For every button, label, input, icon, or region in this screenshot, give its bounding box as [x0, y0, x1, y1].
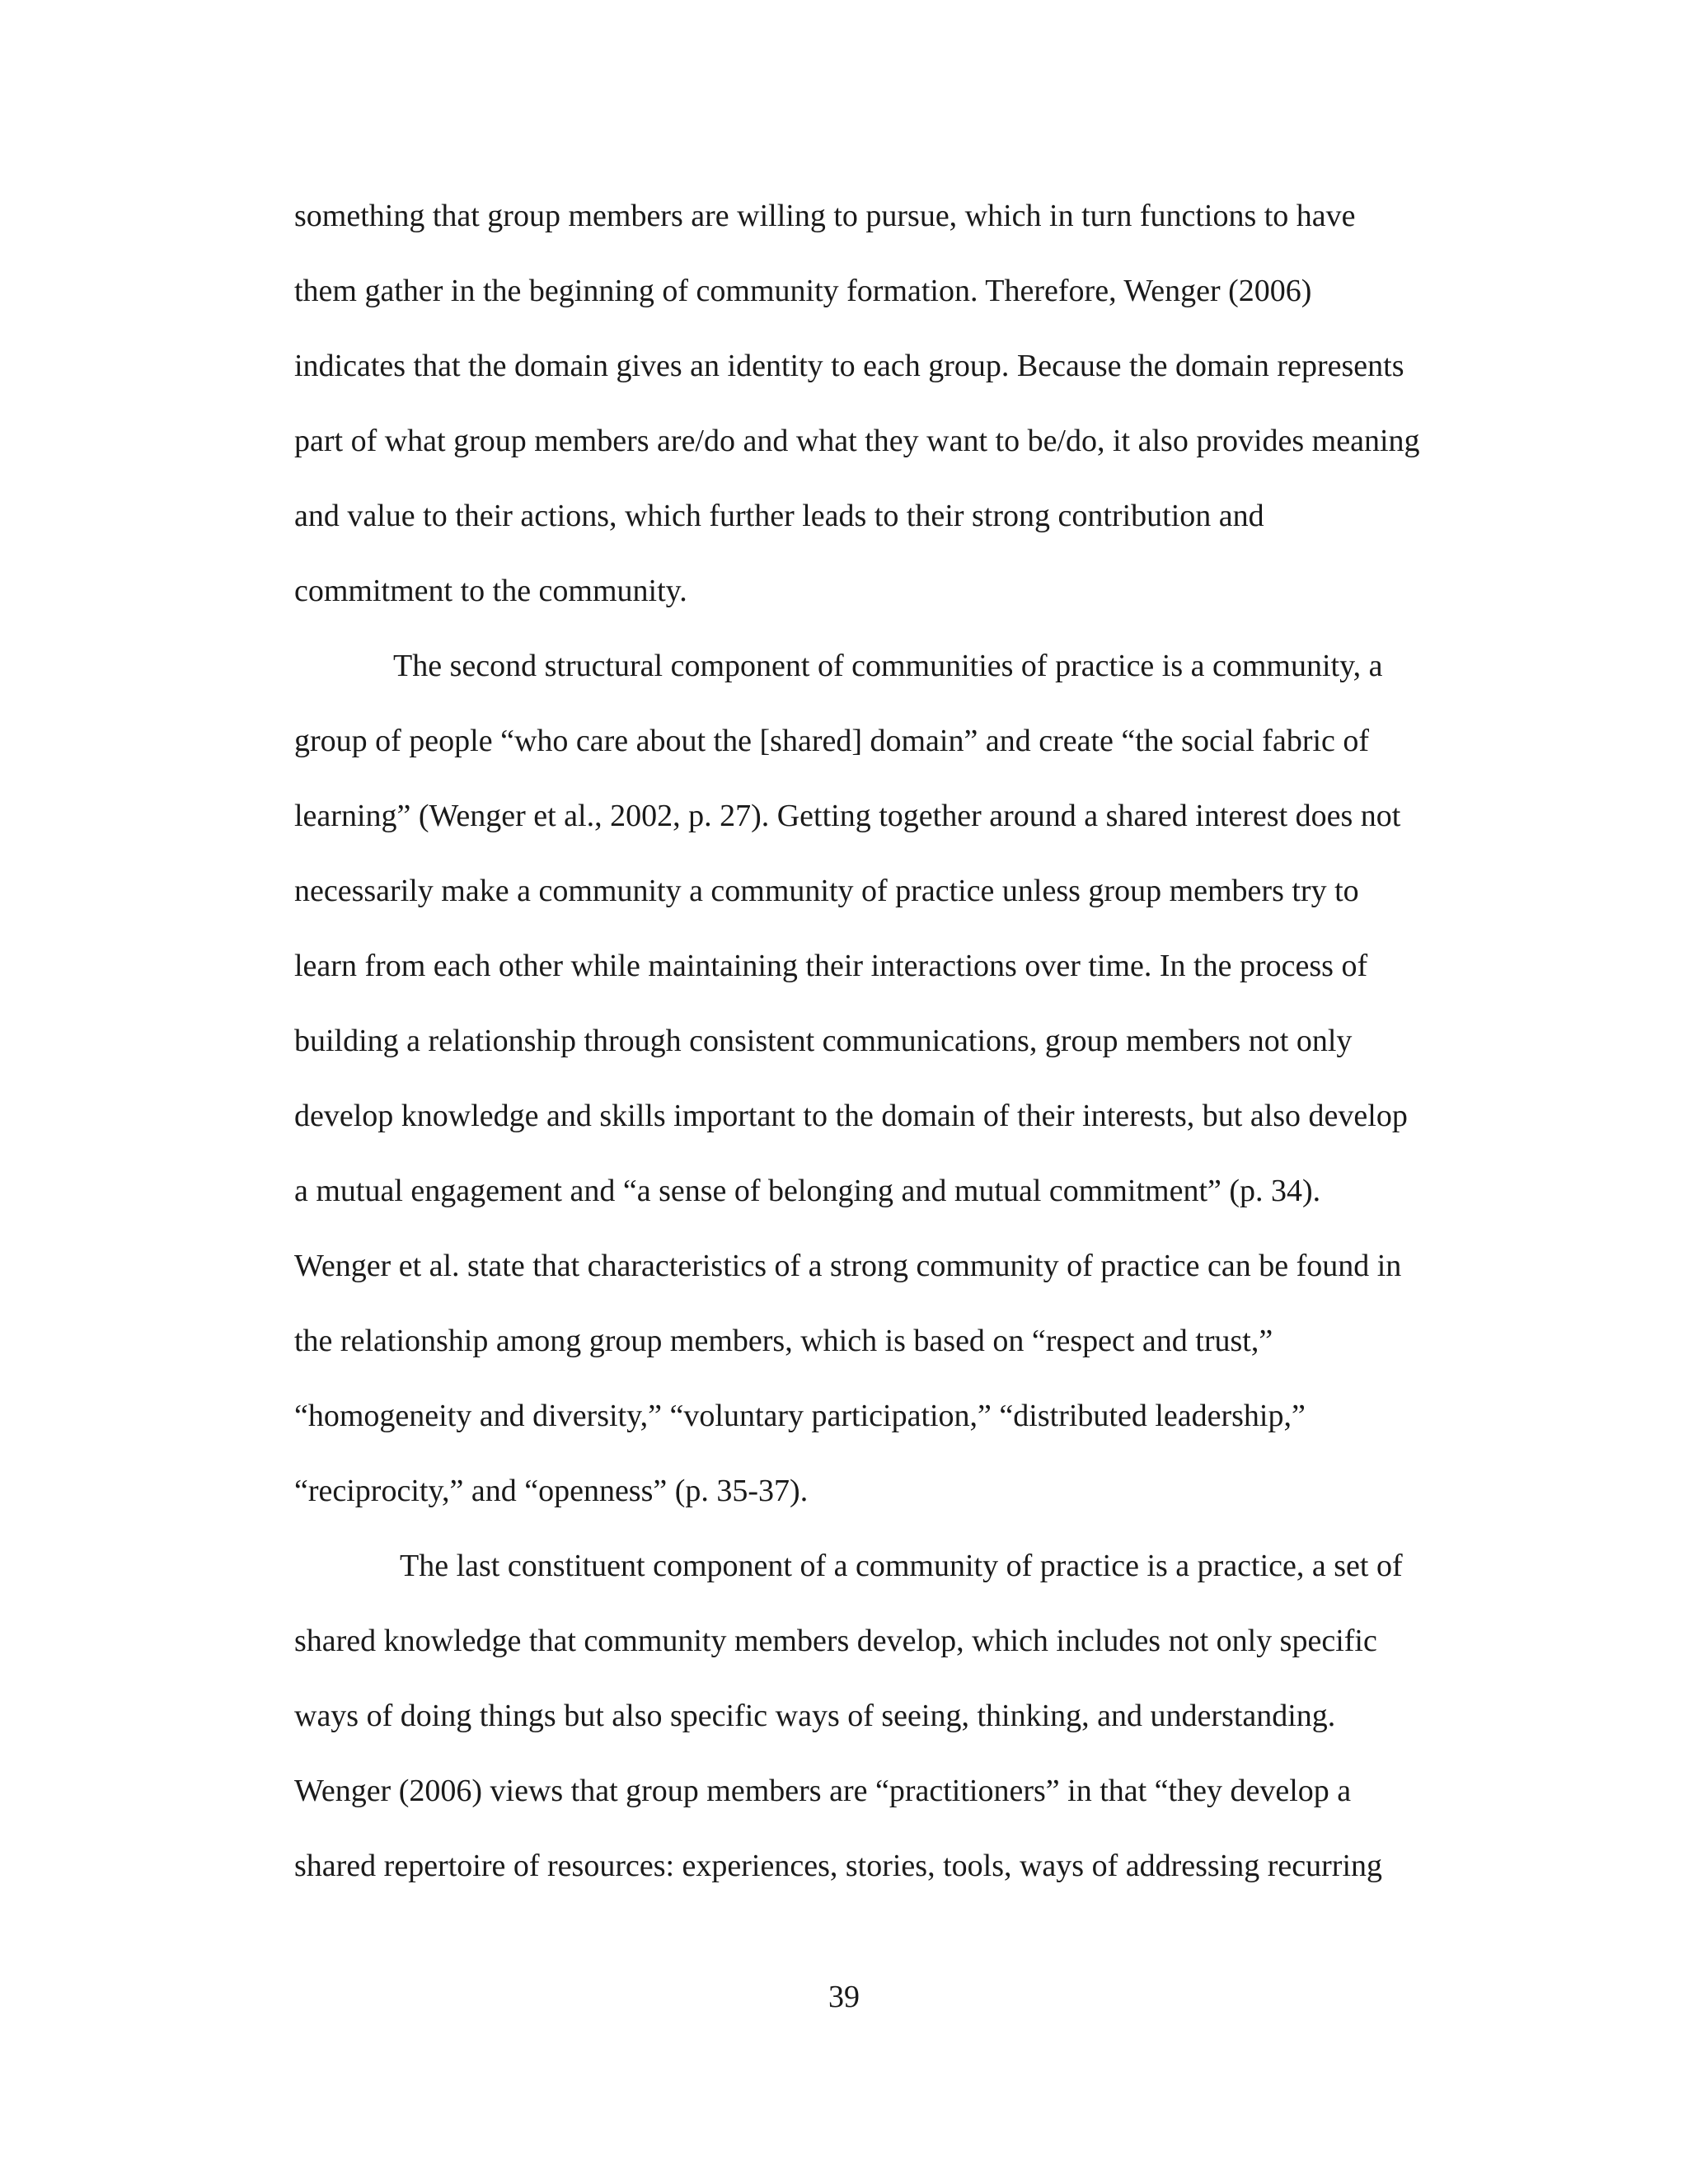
text-line: shared knowledge that community members develop, which includes not only specific: [294, 1624, 1377, 1658]
text-line: the relationship among group members, which is based on “respect and trust,”: [294, 1324, 1273, 1358]
text-line: part of what group members are/do and what they want to be/do, it also provides meaning: [294, 424, 1420, 458]
page-number: 39: [828, 1980, 860, 2014]
paragraph-first-line: The second structural component of communities of practice is a community, a: [393, 649, 1383, 683]
text-line: learning” (Wenger et al., 2002, p. 27). Getting together around a shared interest does not: [294, 799, 1401, 833]
text-line: Wenger (2006) views that group members are “practitioners” in that “they develop a: [294, 1774, 1352, 1808]
text-line: them gather in the beginning of community formation. Therefore, Wenger (2006): [294, 274, 1312, 308]
text-line: and value to their actions, which further leads to their strong contribution and: [294, 499, 1264, 533]
paragraph-first-line: The last constituent component of a community of practice is a practice, a set of: [400, 1549, 1403, 1583]
text-line: building a relationship through consistent communications, group members not only: [294, 1024, 1353, 1058]
text-line: necessarily make a community a community of practice unless group members try to: [294, 874, 1359, 908]
body-text: [294, 192, 1481, 1917]
text-line: “homogeneity and diversity,” “voluntary participation,” “distributed leadership,”: [294, 1399, 1306, 1433]
text-line: group of people “who care about the [shared] domain” and create “the social fabric of: [294, 724, 1370, 758]
text-line: Wenger et al. state that characteristics of a strong community of practice can be found in: [294, 1249, 1402, 1283]
text-line: shared repertoire of resources: experiences, stories, tools, ways of addressing recurring: [294, 1849, 1383, 1883]
text-line: commitment to the community.: [294, 574, 687, 608]
text-line: “reciprocity,” and “openness” (p. 35-37).: [294, 1474, 809, 1508]
text-line: learn from each other while maintaining their interactions over time. In the process of: [294, 949, 1368, 983]
text-line: something that group members are willing to pursue, which in turn functions to have: [294, 199, 1356, 233]
text-line: develop knowledge and skills important to the domain of their interests, but also develop: [294, 1099, 1408, 1133]
text-line: indicates that the domain gives an identity to each group. Because the domain represents: [294, 349, 1404, 383]
text-line: ways of doing things but also specific ways of seeing, thinking, and understanding.: [294, 1699, 1336, 1733]
text-line: a mutual engagement and “a sense of belonging and mutual commitment” (p. 34).: [294, 1174, 1321, 1208]
